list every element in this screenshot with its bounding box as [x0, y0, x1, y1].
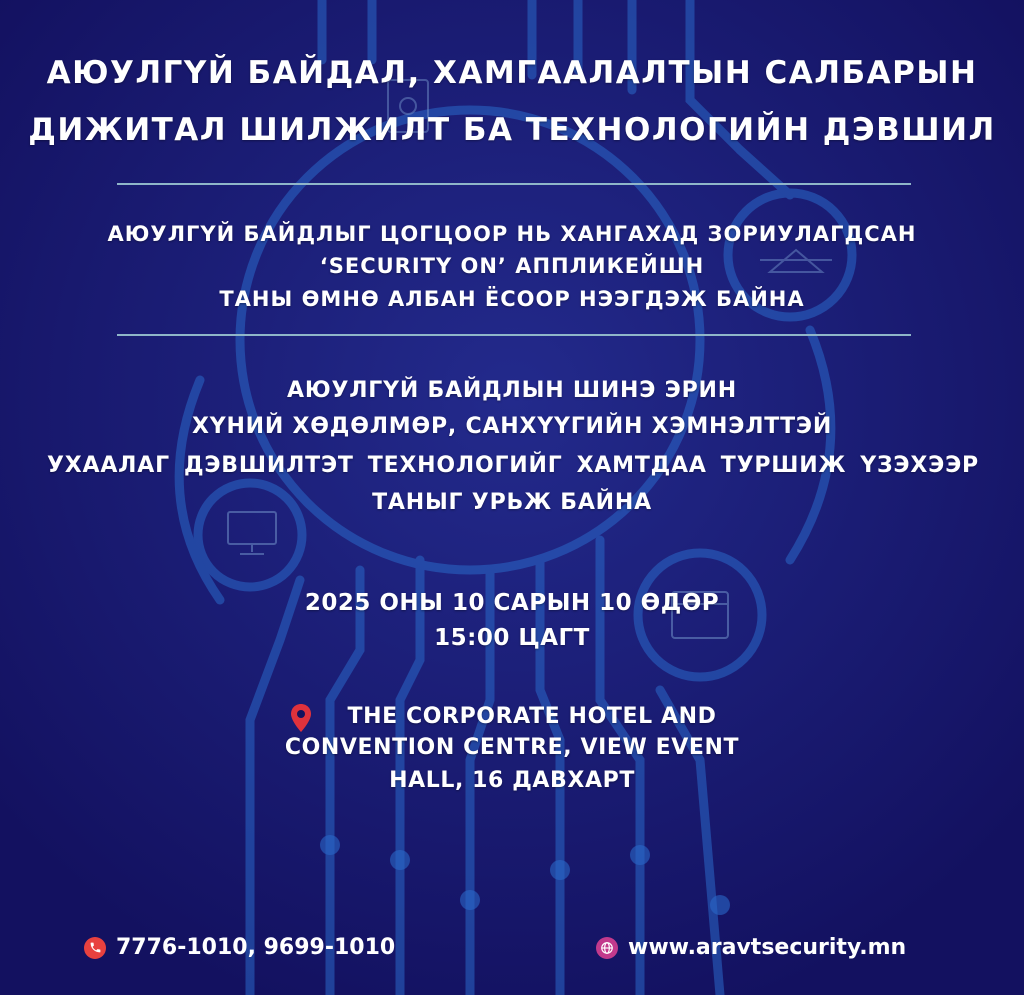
body-line-3-word: ТЕХНОЛОГИЙГ	[367, 453, 563, 478]
body-line-3-word: ҮЗЭХЭЭР	[860, 453, 979, 478]
location-line-1: THE CORPORATE HOTEL AND	[347, 704, 717, 729]
title-line-1: АЮУЛГҮЙ БАЙДАЛ, ХАМГААЛАЛТЫН САЛБАРЫН	[46, 55, 978, 91]
contact-website	[596, 935, 906, 960]
body-line-3	[47, 453, 979, 478]
body-line-3-word: УХААЛАГ	[47, 453, 170, 478]
event-time: 15:00 ЦАГТ	[434, 625, 590, 651]
body-line-2: ХҮНИЙ ХӨДӨЛМӨР, САНХҮҮГИЙН ХЭМНЭЛТТЭЙ	[191, 414, 833, 439]
subtitle-line-2: ‘SECURITY ON’ АППЛИКЕЙШН	[319, 254, 705, 278]
divider-middle	[117, 334, 911, 336]
title-line-2: ДИЖИТАЛ ШИЛЖИЛТ БА ТЕХНОЛОГИЙН ДЭВШИЛ	[28, 112, 996, 148]
body-line-1: АЮУЛГҮЙ БАЙДЛЫН ШИНЭ ЭРИН	[287, 378, 737, 403]
contact-phone	[84, 935, 395, 960]
location-line-3: HALL, 16 ДАВХАРТ	[389, 768, 635, 793]
globe-icon	[596, 937, 618, 959]
body-line-3-word: ДЭВШИЛТЭТ	[183, 453, 354, 478]
location-line-2: CONVENTION CENTRE, VIEW EVENT	[284, 735, 740, 760]
website-link[interactable]: www.aravtsecurity.mn	[628, 935, 907, 960]
body-line-3-word: ХАМТДАА	[576, 453, 707, 478]
phone-numbers: 7776-1010, 9699-1010	[116, 935, 396, 960]
body-line-4: ТАНЫГ УРЬЖ БАЙНА	[372, 490, 652, 515]
divider-top	[117, 183, 911, 185]
subtitle-line-3: ТАНЫ ӨМНӨ АЛБАН ЁСООР НЭЭГДЭЖ БАЙНА	[219, 287, 805, 311]
phone-icon	[84, 937, 106, 959]
event-date: 2025 ОНЫ 10 САРЫН 10 ӨДӨР	[304, 590, 720, 616]
body-line-3-word: ТУРШИЖ	[720, 453, 847, 478]
subtitle-line-1: АЮУЛГҮЙ БАЙДЛЫГ ЦОГЦООР НЬ ХАНГАХАД ЗОРИУЛАГДСАН	[107, 222, 917, 246]
